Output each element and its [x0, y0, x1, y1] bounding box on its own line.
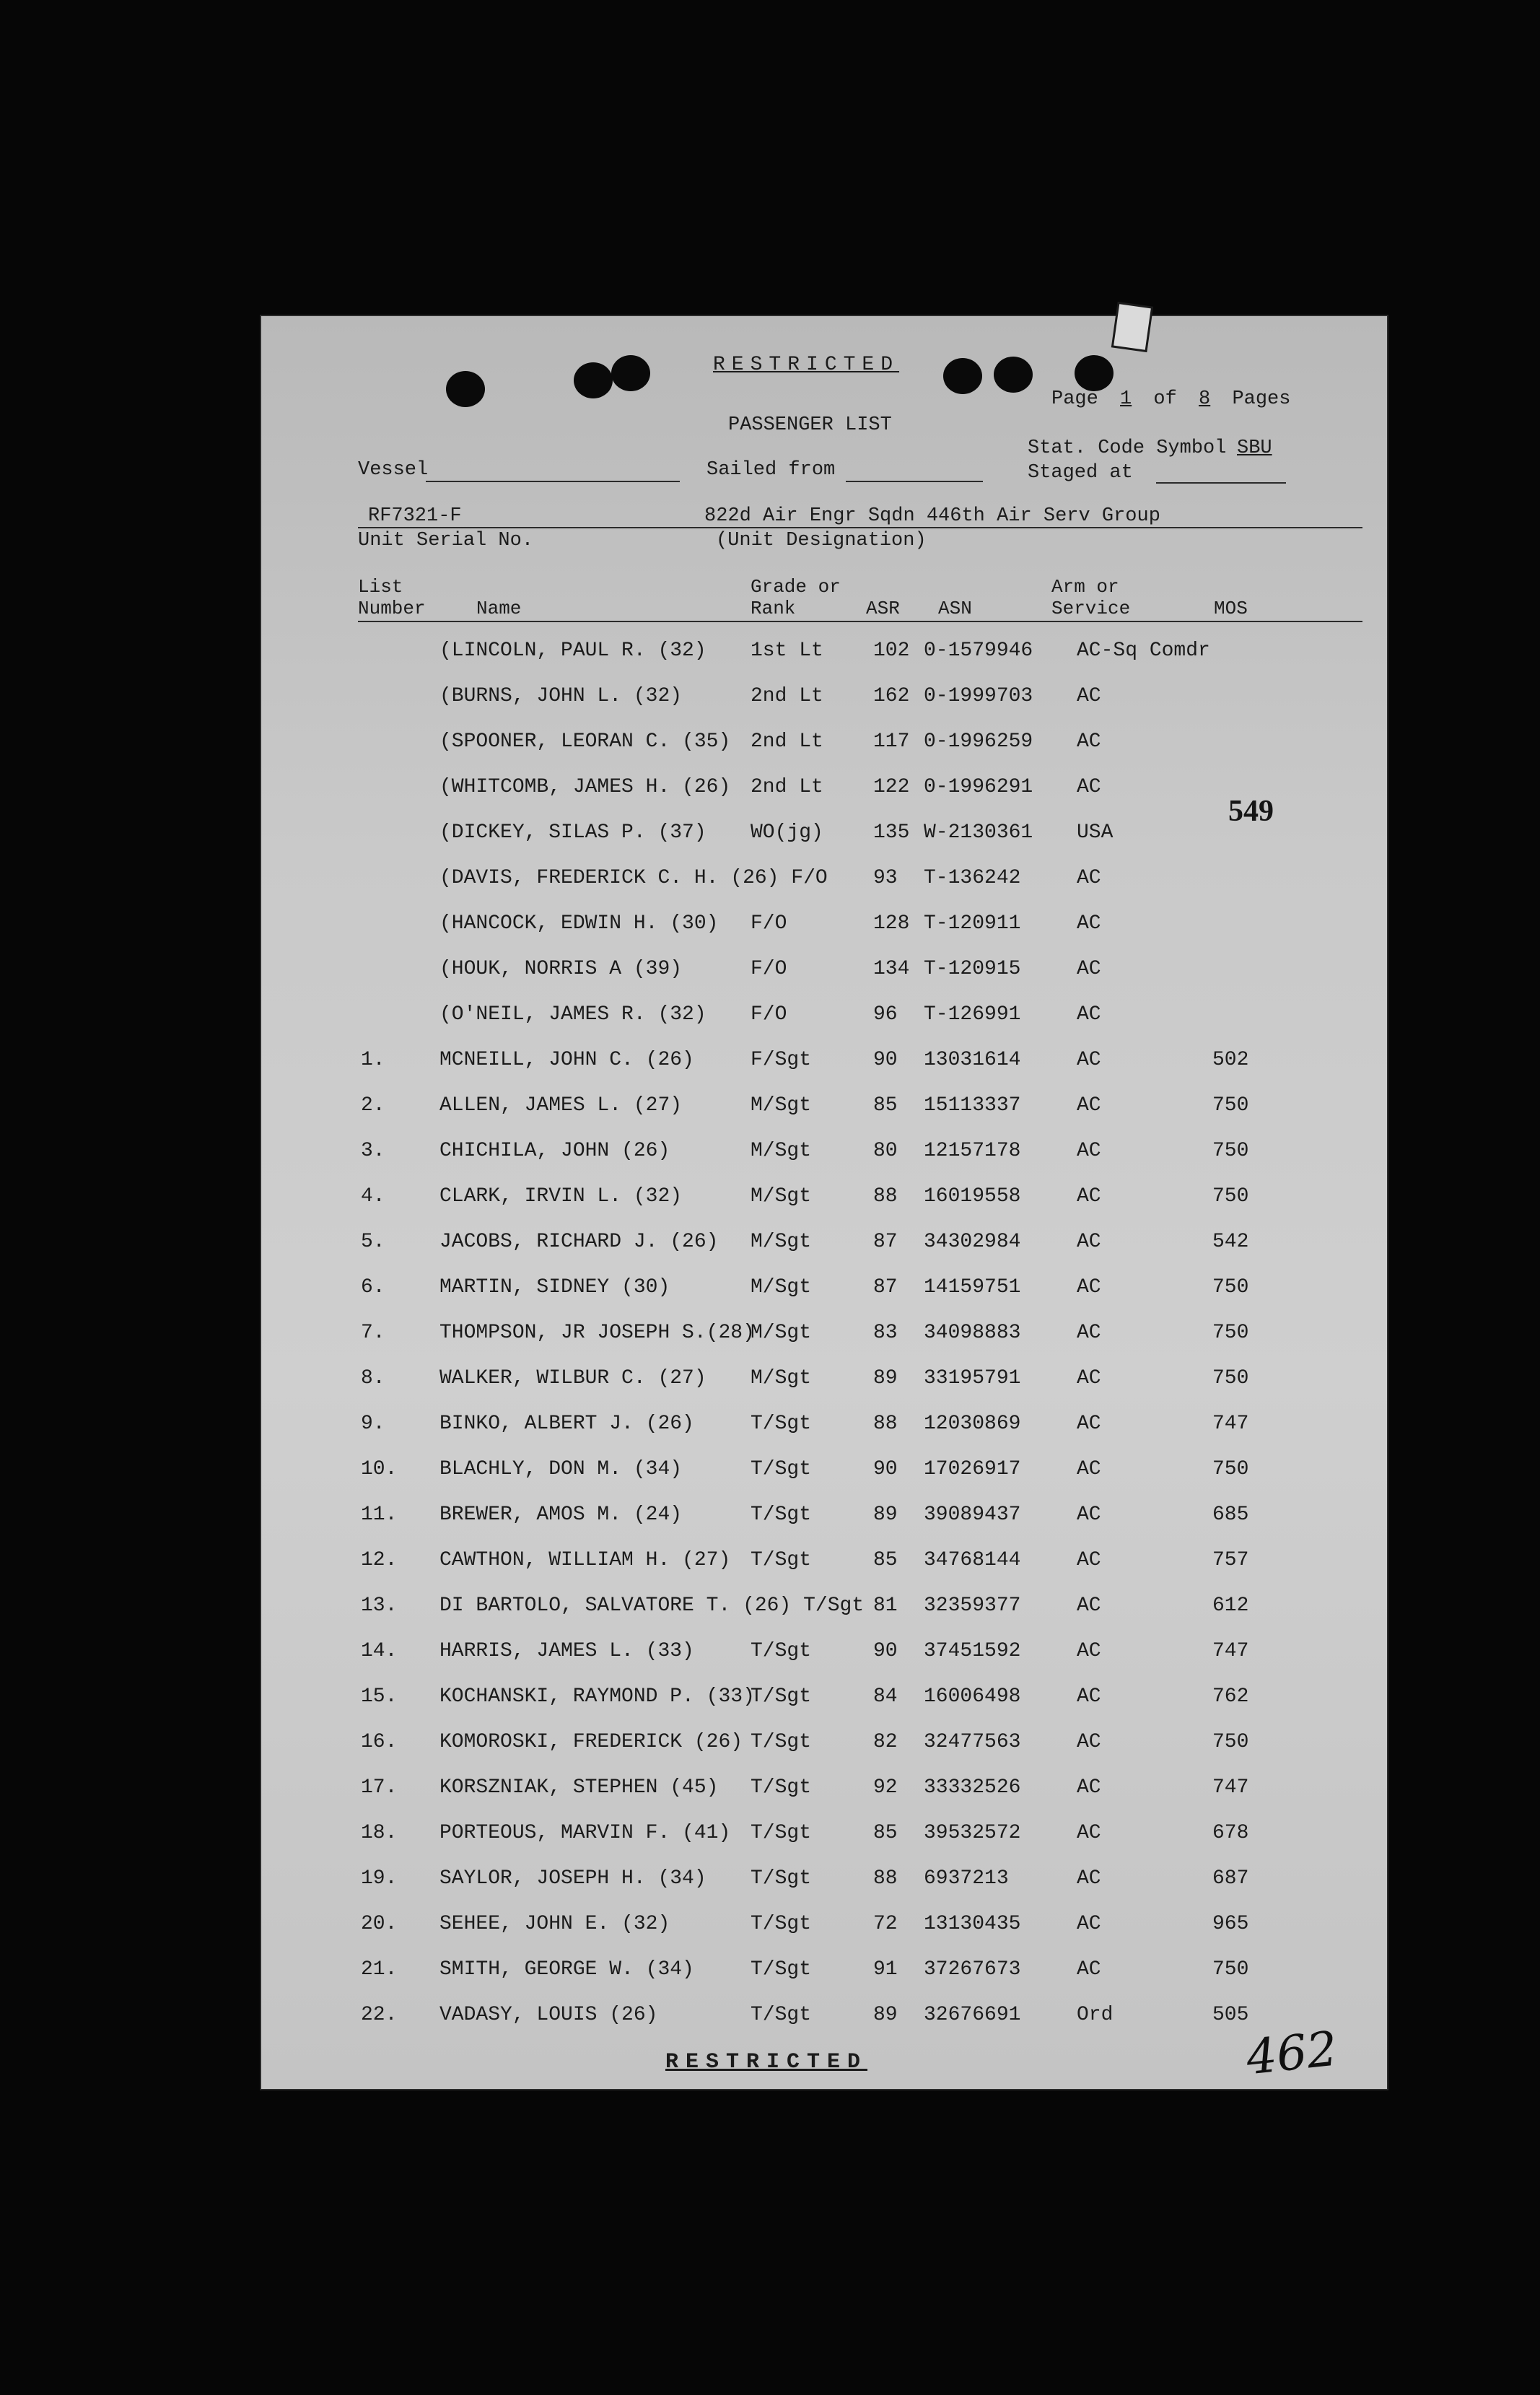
table-row: [261, 958, 1387, 987]
cell-mos: 750: [1212, 1185, 1249, 1208]
restricted-heading-top: RESTRICTED: [713, 354, 900, 376]
punch-hole: [1075, 355, 1114, 391]
cell-arm: AC: [1077, 1049, 1101, 1071]
cell-name: SAYLOR, JOSEPH H. (34): [439, 1867, 706, 1890]
cell-num: 7.: [361, 1322, 385, 1344]
cell-arm: AC: [1077, 1413, 1101, 1435]
punch-hole: [446, 371, 485, 407]
cell-grade: M/Sgt: [751, 1140, 812, 1162]
cell-asn: T-126991: [924, 1003, 1021, 1026]
cell-name: BREWER, AMOS M. (24): [439, 1504, 683, 1526]
cell-name: CHICHILA, JOHN (26): [439, 1140, 670, 1162]
cell-name: WALKER, WILBUR C. (27): [439, 1367, 706, 1390]
cell-grade: T/Sgt: [751, 1504, 812, 1526]
col-asn: ASN: [938, 598, 972, 619]
cell-arm: AC: [1077, 1685, 1101, 1708]
cell-grade: M/Sgt: [751, 1276, 812, 1299]
table-row: [261, 776, 1387, 805]
cell-arm: AC: [1077, 1595, 1101, 1617]
cell-grade: WO(jg): [751, 821, 823, 844]
handwritten-number: 462: [1243, 2020, 1340, 2086]
cell-asr: 88: [873, 1413, 898, 1435]
cell-arm: AC: [1077, 1958, 1101, 1981]
cell-grade: T/Sgt: [751, 1867, 812, 1890]
cell-grade: M/Sgt: [751, 1367, 812, 1390]
cell-grade: F/O: [751, 912, 787, 935]
cell-mos: 750: [1212, 1140, 1249, 1162]
table-row: [261, 685, 1387, 714]
passenger-list-document: [261, 316, 1387, 2089]
cell-asn: 39089437: [924, 1504, 1021, 1526]
cell-arm: AC: [1077, 1367, 1101, 1390]
cell-asr: 88: [873, 1185, 898, 1208]
table-row: [261, 1822, 1387, 1851]
cell-arm: AC: [1077, 1776, 1101, 1799]
table-row: [261, 1549, 1387, 1578]
cell-grade: 2nd Lt: [751, 776, 823, 798]
cell-asr: 80: [873, 1140, 898, 1162]
cell-name: SEHEE, JOHN E. (32): [439, 1913, 670, 1935]
cell-asr: 81: [873, 1595, 898, 1617]
table-row: [261, 1685, 1387, 1714]
cell-asr: 85: [873, 1094, 898, 1117]
cell-name: (WHITCOMB, JAMES H. (26): [439, 776, 731, 798]
table-row: [261, 1776, 1387, 1805]
cell-num: 5.: [361, 1231, 385, 1253]
table-row: [261, 1504, 1387, 1532]
col-asr: ASR: [866, 598, 900, 619]
sailed-from-line: [846, 481, 983, 482]
cell-asr: 117: [873, 730, 910, 753]
cell-asr: 135: [873, 821, 910, 844]
cell-mos: 747: [1212, 1413, 1249, 1435]
cell-asn: 0-1579946: [924, 640, 1033, 662]
cell-asr: 102: [873, 640, 910, 662]
cell-arm: AC: [1077, 1731, 1101, 1753]
cell-asr: 82: [873, 1731, 898, 1753]
cell-asr: 128: [873, 912, 910, 935]
paper-tab: [1114, 304, 1151, 350]
cell-grade: T/Sgt: [751, 1413, 812, 1435]
table-row: [261, 1731, 1387, 1760]
cell-mos: 747: [1212, 1640, 1249, 1662]
cell-asn: 34768144: [924, 1549, 1021, 1571]
cell-num: 4.: [361, 1185, 385, 1208]
cell-grade: 2nd Lt: [751, 730, 823, 753]
cell-asn: 0-1996259: [924, 730, 1033, 753]
cell-grade: T/Sgt: [751, 1776, 812, 1799]
cell-asn: 34302984: [924, 1231, 1021, 1253]
cell-name: (O'NEIL, JAMES R. (32): [439, 1003, 706, 1026]
table-row: [261, 1413, 1387, 1441]
cell-num: 3.: [361, 1140, 385, 1162]
page-total: 8: [1199, 388, 1211, 410]
cell-grade: F/Sgt: [751, 1049, 812, 1071]
table-row: [261, 1231, 1387, 1260]
cell-mos: 762: [1212, 1685, 1249, 1708]
cell-asr: 93: [873, 867, 898, 889]
cell-arm: AC: [1077, 1504, 1101, 1526]
cell-asr: 92: [873, 1776, 898, 1799]
cell-name: ALLEN, JAMES L. (27): [439, 1094, 683, 1117]
table-row: [261, 1867, 1387, 1896]
cell-num: 6.: [361, 1276, 385, 1299]
cell-name: PORTEOUS, MARVIN F. (41): [439, 1822, 731, 1844]
cell-arm: AC: [1077, 958, 1101, 980]
cell-name: (SPOONER, LEORAN C. (35): [439, 730, 731, 753]
cell-grade: M/Sgt: [751, 1322, 812, 1344]
cell-grade: T/Sgt: [751, 1731, 812, 1753]
unit-serial-label: Unit Serial No.: [358, 530, 534, 551]
table-row: [261, 1322, 1387, 1351]
cell-name: JACOBS, RICHARD J. (26): [439, 1231, 719, 1253]
cell-asr: 84: [873, 1685, 898, 1708]
stat-code-value: SBU: [1237, 437, 1272, 459]
cell-name: (HANCOCK, EDWIN H. (30): [439, 912, 719, 935]
cell-asn: 32359377: [924, 1595, 1021, 1617]
cell-asn: 13031614: [924, 1049, 1021, 1071]
cell-asr: 88: [873, 1867, 898, 1890]
cell-name: MCNEILL, JOHN C. (26): [439, 1049, 694, 1071]
cell-num: 19.: [361, 1867, 398, 1890]
cell-grade: T/Sgt: [751, 1640, 812, 1662]
cell-num: 10.: [361, 1458, 398, 1480]
cell-name: DI BARTOLO, SALVATORE T. (26) T/Sgt: [439, 1595, 865, 1617]
cell-asr: 89: [873, 1504, 898, 1526]
cell-num: 17.: [361, 1776, 398, 1799]
cell-mos: 542: [1212, 1231, 1249, 1253]
cell-num: 16.: [361, 1731, 398, 1753]
cell-num: 11.: [361, 1504, 398, 1526]
col-arm: Arm or Service: [1051, 576, 1131, 619]
punch-hole: [574, 362, 613, 398]
pages-label: Pages: [1232, 388, 1291, 410]
cell-asr: 162: [873, 685, 910, 707]
cell-asr: 89: [873, 1367, 898, 1390]
cell-mos: 678: [1212, 1822, 1249, 1844]
cell-name: (LINCOLN, PAUL R. (32): [439, 640, 706, 662]
cell-grade: 1st Lt: [751, 640, 823, 662]
cell-arm: AC: [1077, 1822, 1101, 1844]
col-mos: MOS: [1214, 598, 1248, 619]
cell-asr: 122: [873, 776, 910, 798]
cell-asn: 32477563: [924, 1731, 1021, 1753]
cell-num: 12.: [361, 1549, 398, 1571]
cell-grade: F/O: [751, 1003, 787, 1026]
restricted-heading-bottom: RESTRICTED: [665, 2050, 868, 2075]
cell-asn: 39532572: [924, 1822, 1021, 1844]
cell-mos: 502: [1212, 1049, 1249, 1071]
cell-arm: AC: [1077, 912, 1101, 935]
table-row: [261, 640, 1387, 668]
table-row: [261, 1185, 1387, 1214]
cell-mos: 505: [1212, 2004, 1249, 2026]
cell-arm: AC: [1077, 1231, 1101, 1253]
cell-arm: AC: [1077, 776, 1101, 798]
cell-name: MARTIN, SIDNEY (30): [439, 1276, 670, 1299]
cell-arm: AC: [1077, 730, 1101, 753]
table-row: [261, 867, 1387, 896]
cell-grade: T/Sgt: [751, 1958, 812, 1981]
cell-name: VADASY, LOUIS (26): [439, 2004, 658, 2026]
of-label: of: [1153, 388, 1177, 410]
cell-grade: T/Sgt: [751, 1685, 812, 1708]
cell-arm: AC: [1077, 1549, 1101, 1571]
cell-grade: M/Sgt: [751, 1094, 812, 1117]
cell-asn: W-2130361: [924, 821, 1033, 844]
cell-arm: AC: [1077, 1913, 1101, 1935]
punch-hole: [994, 357, 1033, 393]
cell-asn: 34098883: [924, 1322, 1021, 1344]
cell-num: 1.: [361, 1049, 385, 1071]
cell-asn: 33332526: [924, 1776, 1021, 1799]
cell-asr: 85: [873, 1822, 898, 1844]
vessel-line: [426, 481, 680, 482]
table-row: [261, 1367, 1387, 1396]
stat-code-label: Stat. Code Symbol: [1028, 437, 1227, 459]
cell-asn: T-136242: [924, 867, 1021, 889]
cell-name: (HOUK, NORRIS A (39): [439, 958, 683, 980]
cell-mos: 685: [1212, 1504, 1249, 1526]
cell-grade: M/Sgt: [751, 1185, 812, 1208]
cell-mos: 750: [1212, 1322, 1249, 1344]
cell-asn: 37267673: [924, 1958, 1021, 1981]
cell-num: 20.: [361, 1913, 398, 1935]
table-row: [261, 1958, 1387, 1987]
cell-asn: T-120915: [924, 958, 1021, 980]
cell-name: SMITH, GEORGE W. (34): [439, 1958, 694, 1981]
table-row: [261, 730, 1387, 759]
cell-asn: 12030869: [924, 1413, 1021, 1435]
cell-num: 8.: [361, 1367, 385, 1390]
cell-arm: AC: [1077, 1640, 1101, 1662]
cell-asr: 87: [873, 1231, 898, 1253]
cell-arm: USA: [1077, 821, 1114, 844]
cell-asn: 15113337: [924, 1094, 1021, 1117]
cell-name: BINKO, ALBERT J. (26): [439, 1413, 694, 1435]
cell-asr: 85: [873, 1549, 898, 1571]
table-row: [261, 1049, 1387, 1078]
cell-name: KORSZNIAK, STEPHEN (45): [439, 1776, 719, 1799]
cell-asn: 17026917: [924, 1458, 1021, 1480]
cell-mos: 612: [1212, 1595, 1249, 1617]
table-row: [261, 1458, 1387, 1487]
table-row: [261, 2004, 1387, 2033]
cell-grade: M/Sgt: [751, 1231, 812, 1253]
cell-asn: 32676691: [924, 2004, 1021, 2026]
cell-num: 21.: [361, 1958, 398, 1981]
cell-num: 15.: [361, 1685, 398, 1708]
cell-asr: 90: [873, 1640, 898, 1662]
cell-grade: T/Sgt: [751, 1913, 812, 1935]
table-row: [261, 1276, 1387, 1305]
staged-at-label: Staged at: [1028, 462, 1133, 484]
cell-name: (BURNS, JOHN L. (32): [439, 685, 683, 707]
vessel-label: Vessel: [358, 459, 429, 481]
cell-asn: 16019558: [924, 1185, 1021, 1208]
cell-asr: 90: [873, 1049, 898, 1071]
cell-arm: AC: [1077, 1458, 1101, 1480]
cell-asn: 13130435: [924, 1913, 1021, 1935]
cell-mos: 965: [1212, 1913, 1249, 1935]
cell-mos: 750: [1212, 1094, 1249, 1117]
cell-name: KOCHANSKI, RAYMOND P. (33): [439, 1685, 755, 1708]
table-row: [261, 1913, 1387, 1942]
cell-arm: AC: [1077, 1185, 1101, 1208]
cell-asn: 6937213: [924, 1867, 1009, 1890]
table-row: [261, 1094, 1387, 1123]
punch-hole: [943, 358, 982, 394]
punch-hole: [611, 355, 650, 391]
cell-grade: T/Sgt: [751, 1458, 812, 1480]
sailed-from-label: Sailed from: [706, 459, 836, 481]
cell-mos: 757: [1212, 1549, 1249, 1571]
cell-name: (DICKEY, SILAS P. (37): [439, 821, 706, 844]
cell-grade: T/Sgt: [751, 1549, 812, 1571]
cell-arm: Ord: [1077, 2004, 1114, 2026]
cell-asn: 14159751: [924, 1276, 1021, 1299]
cell-asn: 0-1999703: [924, 685, 1033, 707]
cell-arm: AC: [1077, 1140, 1101, 1162]
cell-arm: AC: [1077, 867, 1101, 889]
cell-arm: AC: [1077, 685, 1101, 707]
cell-asr: 96: [873, 1003, 898, 1026]
cell-asn: T-120911: [924, 912, 1021, 935]
cell-name: HARRIS, JAMES L. (33): [439, 1640, 694, 1662]
cell-asr: 134: [873, 958, 910, 980]
cell-grade: T/Sgt: [751, 1822, 812, 1844]
cell-mos: 687: [1212, 1867, 1249, 1890]
table-row: [261, 821, 1387, 850]
cell-num: 13.: [361, 1595, 398, 1617]
page-label: Page: [1051, 388, 1098, 410]
unit-designation-value: 822d Air Engr Sqdn 446th Air Serv Group: [704, 505, 1160, 527]
cell-num: 14.: [361, 1640, 398, 1662]
cell-mos: 747: [1212, 1776, 1249, 1799]
cell-mos: 750: [1212, 1958, 1249, 1981]
unit-line: [358, 527, 1362, 528]
cell-asr: 72: [873, 1913, 898, 1935]
cell-asr: 91: [873, 1958, 898, 1981]
cell-mos: 750: [1212, 1367, 1249, 1390]
cell-name: CAWTHON, WILLIAM H. (27): [439, 1549, 731, 1571]
stamp-number: 549: [1228, 795, 1274, 828]
table-row: [261, 1003, 1387, 1032]
cell-arm: AC: [1077, 1276, 1101, 1299]
cell-arm: AC: [1077, 1094, 1101, 1117]
table-row: [261, 1140, 1387, 1169]
cell-name: THOMPSON, JR JOSEPH S.(28): [439, 1322, 755, 1344]
cell-grade: T/Sgt: [751, 2004, 812, 2026]
cell-name: KOMOROSKI, FREDERICK (26): [439, 1731, 743, 1753]
cell-asr: 90: [873, 1458, 898, 1480]
cell-name: BLACHLY, DON M. (34): [439, 1458, 683, 1480]
cell-asn: 0-1996291: [924, 776, 1033, 798]
cell-grade: F/O: [751, 958, 787, 980]
cell-arm: AC: [1077, 1322, 1101, 1344]
cell-num: 9.: [361, 1413, 385, 1435]
unit-serial-value: RF7321-F: [368, 505, 462, 527]
cell-num: 18.: [361, 1822, 398, 1844]
page-number: 1: [1120, 388, 1132, 410]
cell-asn: 12157178: [924, 1140, 1021, 1162]
cell-asr: 87: [873, 1276, 898, 1299]
cell-asr: 89: [873, 2004, 898, 2026]
cell-asr: 83: [873, 1322, 898, 1344]
cell-num: 22.: [361, 2004, 398, 2026]
document-title: PASSENGER LIST: [728, 414, 892, 436]
col-name: Name: [476, 598, 522, 619]
col-grade: Grade or Rank: [751, 576, 841, 619]
table-row: [261, 1595, 1387, 1623]
cell-mos: 750: [1212, 1731, 1249, 1753]
cell-asn: 33195791: [924, 1367, 1021, 1390]
cell-name: CLARK, IRVIN L. (32): [439, 1185, 683, 1208]
cell-arm: AC: [1077, 1867, 1101, 1890]
cell-asn: 16006498: [924, 1685, 1021, 1708]
cell-name: (DAVIS, FREDERICK C. H. (26) F/O: [439, 867, 828, 889]
cell-arm: AC: [1077, 1003, 1101, 1026]
staged-at-line: [1156, 482, 1286, 484]
cell-arm: AC-Sq Comdr: [1077, 640, 1210, 662]
table-row: [261, 1640, 1387, 1669]
table-row: [261, 912, 1387, 941]
cell-asn: 37451592: [924, 1640, 1021, 1662]
unit-designation-label: (Unit Designation): [716, 530, 927, 551]
col-list-number: List Number: [358, 576, 426, 619]
cell-mos: 750: [1212, 1276, 1249, 1299]
header-rule: [358, 621, 1362, 622]
page-indicator: [1051, 388, 1290, 410]
cell-mos: 750: [1212, 1458, 1249, 1480]
cell-grade: 2nd Lt: [751, 685, 823, 707]
cell-num: 2.: [361, 1094, 385, 1117]
